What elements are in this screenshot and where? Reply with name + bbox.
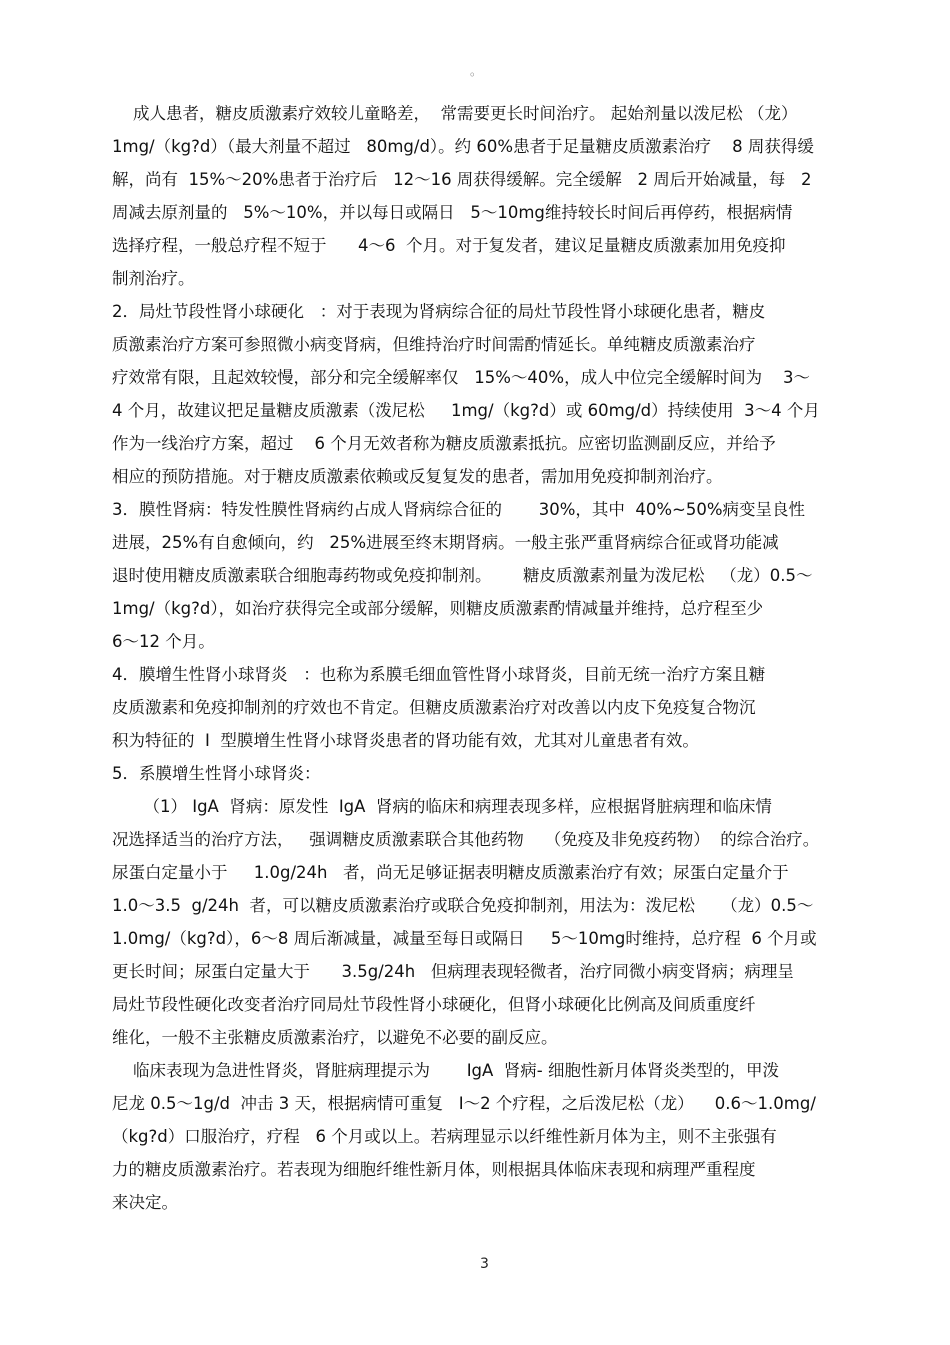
text-line: 退时使用糖皮质激素联合细胞毒药物或免疫抑制剂。 糖皮质激素剂量为泼尼松 （龙）0.5～ (112, 566, 813, 585)
text-line: 力的糖皮质激素治疗。若表现为细胞纤维性新月体，则根据具体临床表现和病理严重程度 (112, 1160, 756, 1179)
text-line: 局灶节段性硬化改变者治疗同局灶节段性肾小球硬化，但肾小球硬化比例高及间质重度纤 (112, 995, 756, 1014)
text-line: 选择疗程，一般总疗程不短于 4～6 个月。对于复发者，建议足量糖皮质激素加用免疫抑 (112, 236, 786, 255)
text-line: 皮质激素和免疫抑制剂的疗效也不肯定。但糖皮质激素治疗对改善以内皮下免疫复合物沉 (112, 698, 756, 717)
text-line: 相应的预防措施。对于糖皮质激素依赖或反复复发的患者，需加用免疫抑制剂治疗。 (112, 467, 723, 486)
text-line: 解，尚有 15%～20%患者于治疗后 12～16 周获得缓解。完全缓解 2 周后开始减量，每 2 (112, 170, 812, 189)
text-line: 2．局灶节段性肾小球硬化 ：对于表现为肾病综合征的局灶节段性肾小球硬化患者，糖皮 (112, 302, 766, 321)
text-line: 周减去原剂量的 5%～10%，并以每日或隔日 5～10mg维持较长时间后再停药，根据病情 (112, 203, 793, 222)
text-line: 1.0～3.5 g/24h 者，可以糖皮质激素治疗或联合免疫抑制剂，用法为：泼尼松 （龙）0.5～ (112, 896, 814, 915)
text-line: （1） IgA 肾病：原发性 IgA 肾病的临床和病理表现多样，应根据肾脏病理和临床情 (112, 797, 772, 816)
text-line: 4 个月，故建议把足量糖皮质激素（泼尼松 1mg/（kg?d）或 60mg/d）持续使用 3～4 个月 (112, 401, 820, 420)
text-line: 维化，一般不主张糖皮质激素治疗，以避免不必要的副反应。 (112, 1028, 558, 1047)
text-line: 尿蛋白定量小于 1.0g/24h 者，尚无足够证据表明糖皮质激素治疗有效；尿蛋白定量介于 (112, 863, 789, 882)
text-line: 质激素治疗方案可参照微小病变肾病，但维持治疗时间需酌情延长。单纯糖皮质激素治疗 (112, 335, 756, 354)
text-line: 5．系膜增生性肾小球肾炎： (112, 764, 321, 783)
text-line: 临床表现为急进性肾炎，肾脏病理提示为 IgA 肾病- 细胞性新月体肾炎类型的，甲泼 (112, 1061, 780, 1080)
text-line: 制剂治疗。 (112, 269, 195, 288)
text-line: 来决定。 (112, 1193, 178, 1212)
text-line: 作为一线治疗方案，超过 6 个月无效者称为糖皮质激素抵抗。应密切监测副反应，并给予 (112, 434, 776, 453)
text-line: 3．膜性肾病：特发性膜性肾病约占成人肾病综合征的 30%，其中 40%~50%病变呈良性 (112, 500, 806, 519)
text-line: 成人患者，糖皮质激素疗效较儿童略差， 常需要更长时间治疗。 起始剂量以泼尼松 （龙） (112, 104, 798, 123)
text-line: 尼龙 0.5～1g/d 冲击 3 天，根据病情可重复 I～2 个疗程，之后泼尼松（龙） 0.6～1.0mg/ (112, 1094, 816, 1113)
text-line: 积为特征的 I 型膜增生性肾小球肾炎患者的肾功能有效，尤其对儿童患者有效。 (112, 731, 699, 750)
document-body (112, 97, 867, 1219)
text-line: 1mg/（kg?d），如治疗获得完全或部分缓解，则糖皮质激素酌情减量并维持，总疗程至少 (112, 599, 764, 618)
text-line: 进展，25%有自愈倾向，约 25%进展至终末期肾病。一般主张严重肾病综合征或肾功能减 (112, 533, 779, 552)
page-number: 3 (480, 1256, 489, 1272)
text-line: 1.0mg/（kg?d），6～8 周后渐减量，减量至每日或隔日 5～10mg时维持，总疗程 6 个月或 (112, 929, 817, 948)
text-line: 更长时间；尿蛋白定量大于 3.5g/24h 但病理表现轻微者，治疗同微小病变肾病；病理呈 (112, 962, 794, 981)
text-line: 况选择适当的治疗方法， 强调糖皮质激素联合其他药物 （免疫及非免疫药物） 的综合治疗。 (112, 830, 820, 849)
header-mark: 。 (470, 64, 483, 78)
text-line: 疗效常有限，且起效较慢，部分和完全缓解率仅 15%～40%，成人中位完全缓解时间为 3～ (112, 368, 811, 387)
text-line: 6～12 个月。 (112, 632, 215, 651)
text-line: 4．膜增生性肾小球肾炎 ：也称为系膜毛细血管性肾小球肾炎，目前无统一治疗方案且糖 (112, 665, 766, 684)
text-line: 1mg/（kg?d）（最大剂量不超过 80mg/d）。约 60%患者于足量糖皮质激素治疗 8 周获得缓 (112, 137, 814, 156)
text-line: （kg?d）口服治疗，疗程 6 个月或以上。若病理显示以纤维性新月体为主，则不主张强有 (112, 1127, 777, 1146)
